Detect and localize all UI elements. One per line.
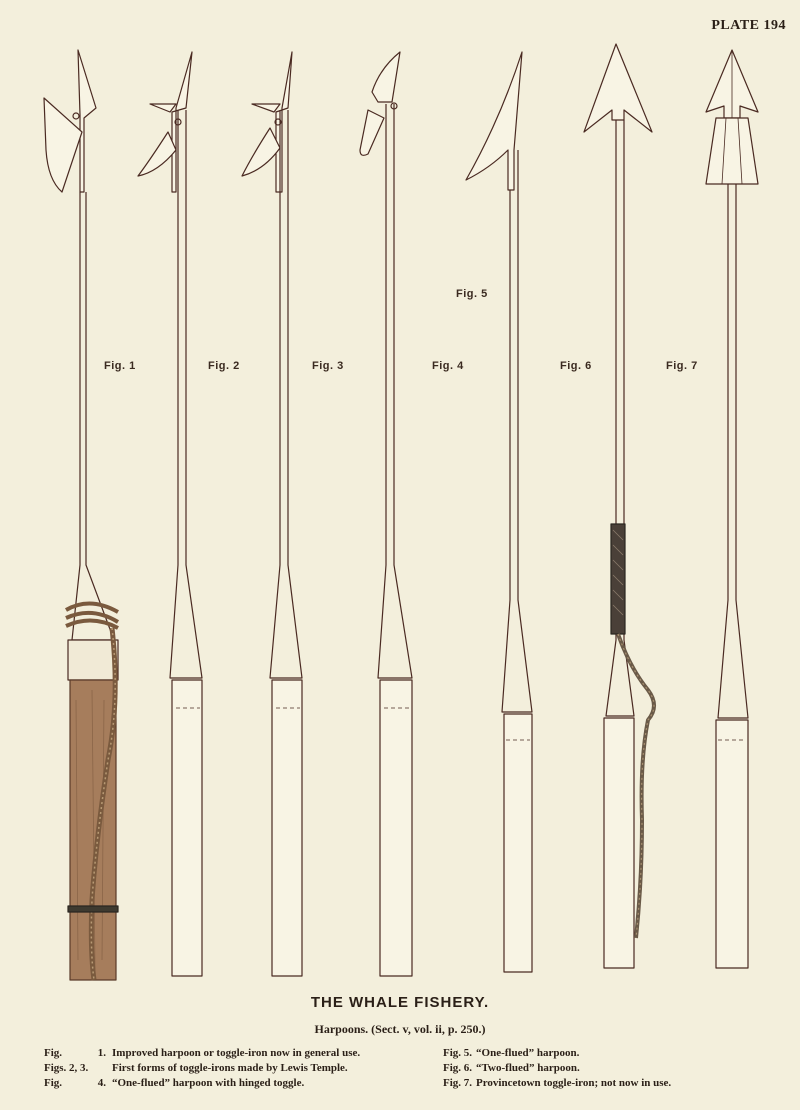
caption-label: Fig. xyxy=(44,1077,63,1089)
caption-label: Fig. 7. xyxy=(443,1077,473,1089)
harpoon-fig-5 xyxy=(466,52,532,972)
plate-number: PLATE 194 xyxy=(711,18,786,33)
caption-text: First forms of toggle-irons made by Lewis Temple. xyxy=(112,1062,348,1074)
harpoon-fig-7 xyxy=(706,50,758,968)
caption-row xyxy=(443,1046,671,1061)
caption-text: “One-flued” harpoon with hinged toggle. xyxy=(112,1077,305,1089)
caption-label: Fig. 5. xyxy=(443,1047,473,1059)
caption-text: Improved harpoon or toggle-iron now in general use. xyxy=(112,1047,361,1059)
caption-text: “One-flued” harpoon. xyxy=(476,1047,580,1059)
fig-label-1: Fig. 1 xyxy=(104,360,136,372)
caption-row xyxy=(44,1046,360,1061)
fig-label-6: Fig. 6 xyxy=(560,360,592,372)
fig-label-3: Fig. 3 xyxy=(312,360,344,372)
captions-right xyxy=(443,1046,671,1091)
caption-text: Provincetown toggle-iron; not now in use. xyxy=(476,1077,672,1089)
harpoon-fig-6 xyxy=(584,44,654,968)
caption-row xyxy=(44,1076,360,1091)
caption-number: 4. xyxy=(97,1077,106,1089)
fig-label-2: Fig. 2 xyxy=(208,360,240,372)
harpoon-fig-1 xyxy=(44,50,118,980)
caption-label: Fig. 6. xyxy=(443,1062,473,1074)
plate-title: THE WHALE FISHERY. xyxy=(310,994,490,1011)
caption-label: Figs. 2, 3. xyxy=(44,1062,89,1074)
fig-label-4: Fig. 4 xyxy=(432,360,464,372)
fig-label-7: Fig. 7 xyxy=(666,360,698,372)
harpoon-fig-4 xyxy=(360,52,412,976)
caption-row xyxy=(443,1076,671,1091)
plate-subtitle: Harpoons. (Sect. v, vol. ii, p. 250.) xyxy=(314,1022,486,1036)
caption-number: 1. xyxy=(97,1047,106,1059)
caption-text: “Two-flued” harpoon. xyxy=(476,1062,580,1074)
caption-row xyxy=(44,1061,360,1076)
harpoon-fig-2 xyxy=(138,52,202,976)
caption-row xyxy=(443,1061,671,1076)
harpoon-fig-3 xyxy=(242,52,302,976)
captions-left xyxy=(44,1046,360,1091)
caption-label: Fig. xyxy=(44,1047,63,1059)
fig-label-5: Fig. 5 xyxy=(456,288,488,300)
